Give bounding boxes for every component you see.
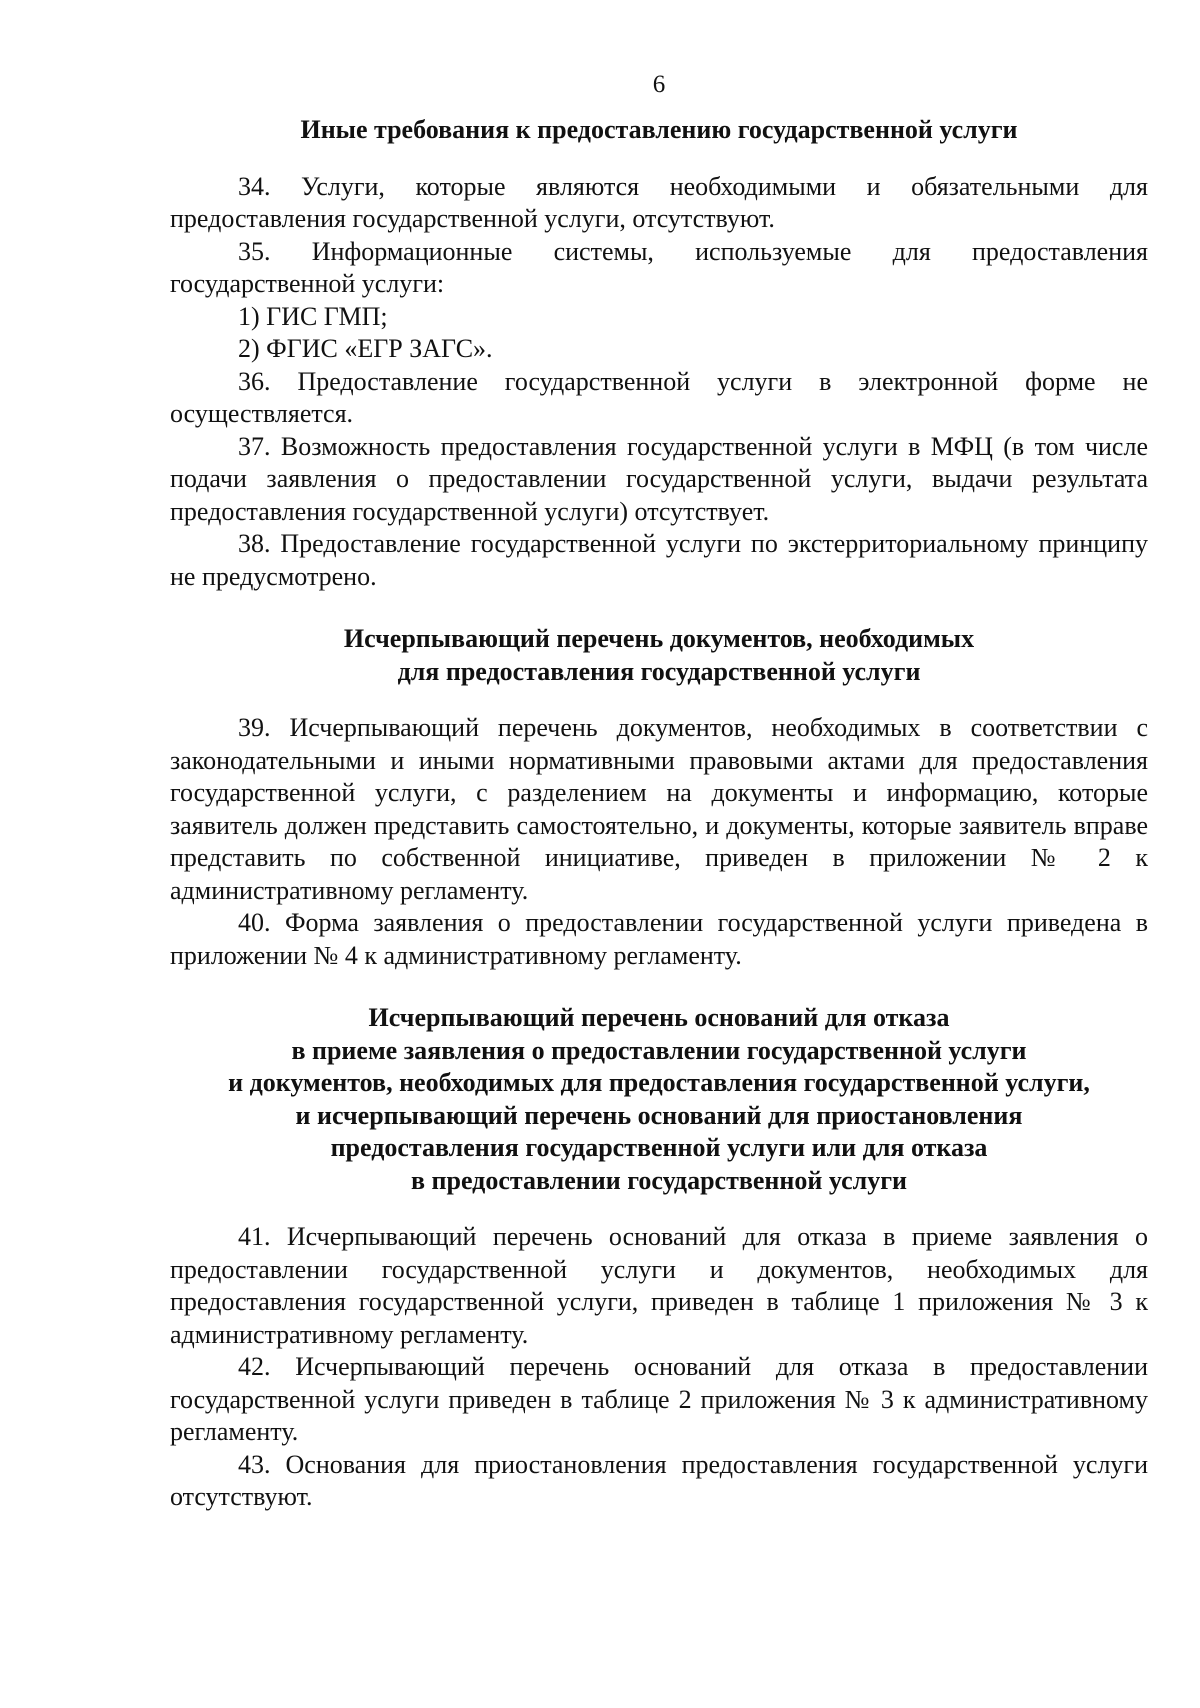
paragraph-36: 36. Предоставление государственной услуги в электронной форме не осуществляется. [170, 366, 1148, 428]
paragraph-39: 39. Исчерпывающий перечень документов, необходимых в соответствии с законодательными и иными нормативными правовыми актами для предоставления государственной услуги, с разделением на документы и информацию, которые заявитель должен представить самостоятельно, и документы, которые заявитель вправе представить по собственной инициативе, приведен в приложении № 2 к административному регламенту. [170, 713, 1148, 905]
paragraph-34: 34. Услуги, которые являются необходимыми и обязательными для предоставления государственной услуги, отсутствуют. [170, 171, 1148, 233]
heading-line: предоставления государственной услуги или для отказа [330, 1133, 988, 1162]
heading-line: для предоставления государственной услуги [397, 656, 921, 686]
list-item-gis-gmp: 1) ГИС ГМП; [238, 301, 388, 331]
heading-line: Иные требования к предоставлению государственной услуги [300, 115, 1018, 144]
heading-line: Исчерпывающий перечень документов, необходимых [343, 624, 975, 653]
heading-line: в предоставлении государственной услуги [410, 1165, 907, 1195]
heading-line: Исчерпывающий перечень оснований для отказа [368, 1003, 950, 1032]
paragraph-41: 41. Исчерпывающий перечень оснований для отказа в приеме заявления о предоставлении государственной услуги и документов, необходимых для предоставления государственной услуги, приведен в таблице 1 приложения № 3 к административному регламенту. [170, 1222, 1148, 1349]
section-heading-other-requirements [170, 114, 1148, 147]
list-item-fgis-egr-zags: 2) ФГИС «ЕГР ЗАГС». [238, 334, 493, 363]
paragraph-37: 37. Возможность предоставления государственной услуги в МФЦ (в том числе подачи заявления о предоставлении государственной услуги, выдачи результата предоставления государственной услуги) отсутствует. [170, 431, 1148, 526]
heading-line: в приеме заявления о предоставлении государственной услуги [291, 1035, 1027, 1065]
paragraph-43: 43. Основания для приостановления предоставления государственной услуги отсутствуют. [170, 1449, 1148, 1511]
heading-line: и исчерпывающий перечень оснований для приостановления [295, 1100, 1023, 1130]
paragraph-38: 38. Предоставление государственной услуги по экстерриториальному принципу не предусмотрено. [170, 529, 1148, 591]
section-heading-documents-list [170, 623, 1148, 688]
paragraph-42: 42. Исчерпывающий перечень оснований для отказа в предоставлении государственной услуги приведен в таблице 2 приложения № 3 к административному регламенту. [170, 1352, 1148, 1446]
section-heading-refusal-grounds [170, 1002, 1148, 1197]
document-page [170, 70, 1148, 1514]
paragraph-40: 40. Форма заявления о предоставлении государственной услуги приведена в приложении № 4 к административному регламенту. [170, 908, 1148, 970]
page-number: 6 [652, 71, 666, 98]
heading-line: и документов, необходимых для предоставления государственной услуги, [228, 1068, 1090, 1097]
paragraph-35: 35. Информационные системы, используемые для предоставления государственной услуги: [170, 236, 1148, 298]
